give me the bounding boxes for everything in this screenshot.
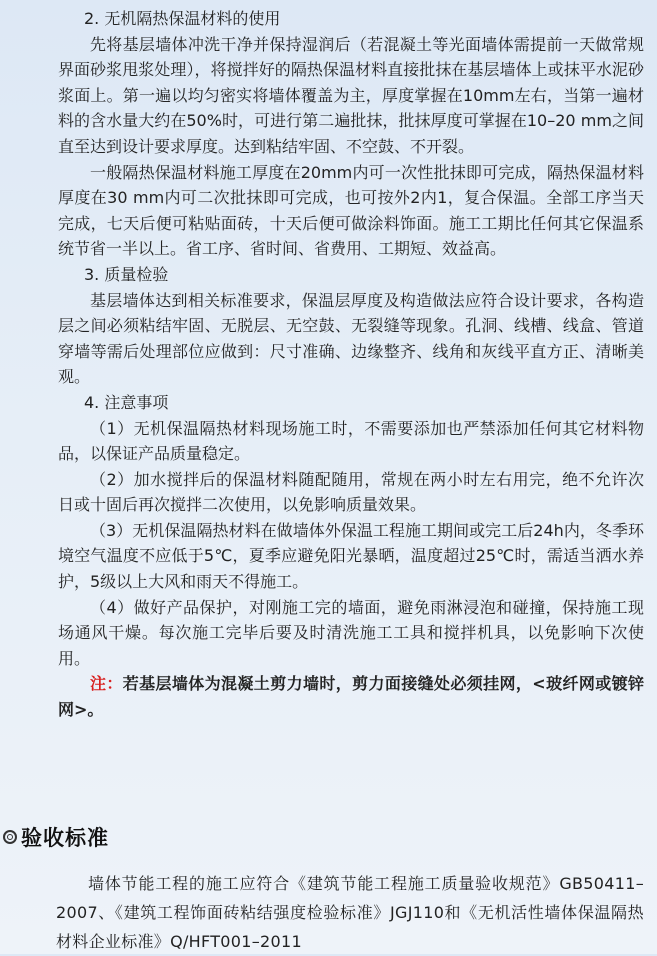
note-text: 若基层墙体为混凝土剪力墙时，剪力面接缝处必须挂网，<玻纤网或镀锌网>。	[58, 674, 644, 720]
acceptance-content	[56, 869, 644, 956]
acceptance-standards-text: 墙体节能工程的施工应符合《建筑节能工程施工质量验收规范》GB50411–2007、《建筑工程饰面砖粘结强度检验标准》JGJ110和《无机活性墙体保温隔热材料企业标准》Q/HFT001–2011	[56, 874, 644, 951]
note-paragraph	[58, 671, 644, 722]
precaution-item: （4）做好产品保护，对刚施工完的墙面，避免雨淋浸泡和碰撞，保持施工现场通风干燥。每次施工完毕后要及时清洗施工工具和搅拌机具，以免影响下次使用。	[58, 597, 644, 668]
note-label: 注：	[90, 674, 123, 694]
precaution-item: （3）无机保温隔热材料在做墙体外保温工程施工期间或完工后24h内，冬季环境空气温度不应低于5℃，夏季应避免阳光暴晒，温度超过25℃时，需适当洒水养护，5级以上大风和雨天不得施工。	[58, 520, 644, 592]
section-heading-quality: 3. 质量检验	[84, 264, 169, 284]
paragraph-application-steps: 先将基层墙体冲洗干净并保持湿润后（若混凝土等光面墙体需提前一天做常规界面砂浆甩浆处理），将搅拌好的隔热保温材料直接批抹在基层墙体上或抹平水泥砂浆面上。第一遍以均匀密实将墙体覆盖为主，厚度掌握在10mm左右，当第一遍材料的含水量大约在50%时，可进行第二遍批抹，批抹厚度可掌握在10–20 mm之间直至达到设计要求厚度。达到粘结牢固、不空鼓、不开裂。	[58, 34, 644, 156]
acceptance-title: 验收标准	[21, 826, 109, 850]
section-heading-precautions: 4. 注意事项	[84, 392, 169, 412]
section-heading-usage: 2. 无机隔热保温材料的使用	[84, 9, 281, 28]
acceptance-section-header	[0, 822, 657, 852]
precaution-item: （1）无机保温隔热材料现场施工时，不需要添加也严禁添加任何其它材料物品，以保证产品质量稳定。	[58, 418, 644, 464]
paragraph-quality-requirements: 基层墙体达到相关标准要求，保温层厚度及构造做法应符合设计要求，各构造层之间必须粘结牢固、无脱层、无空鼓、无裂缝等现象。孔洞、线槽、线盒、管道穿墙等需后处理部位应做到：尺寸准确、边缘整齐、线角和灰线平直方正、清晰美观。	[58, 290, 644, 387]
main-content	[58, 6, 644, 723]
precaution-item: （2）加水搅拌后的保温材料随配随用，常规在两小时左右用完，绝不允许次日或十固后再次搅拌二次使用，以免影响质量效果。	[58, 469, 644, 515]
double-circle-icon	[3, 830, 17, 844]
paragraph-thickness-schedule: 一般隔热保温材料施工厚度在20mm内可一次性批抹即可完成，隔热保温材料厚度在30 mm内可二次批抹即可完成，也可按外2内1，复合保温。全部工序当天完成，七天后便可粘贴面砖，十天后便可做涂料饰面。施工工期比任何其它保温系统节省一半以上。省工序、省时间、省费用、工期短、效益高。	[58, 162, 644, 259]
